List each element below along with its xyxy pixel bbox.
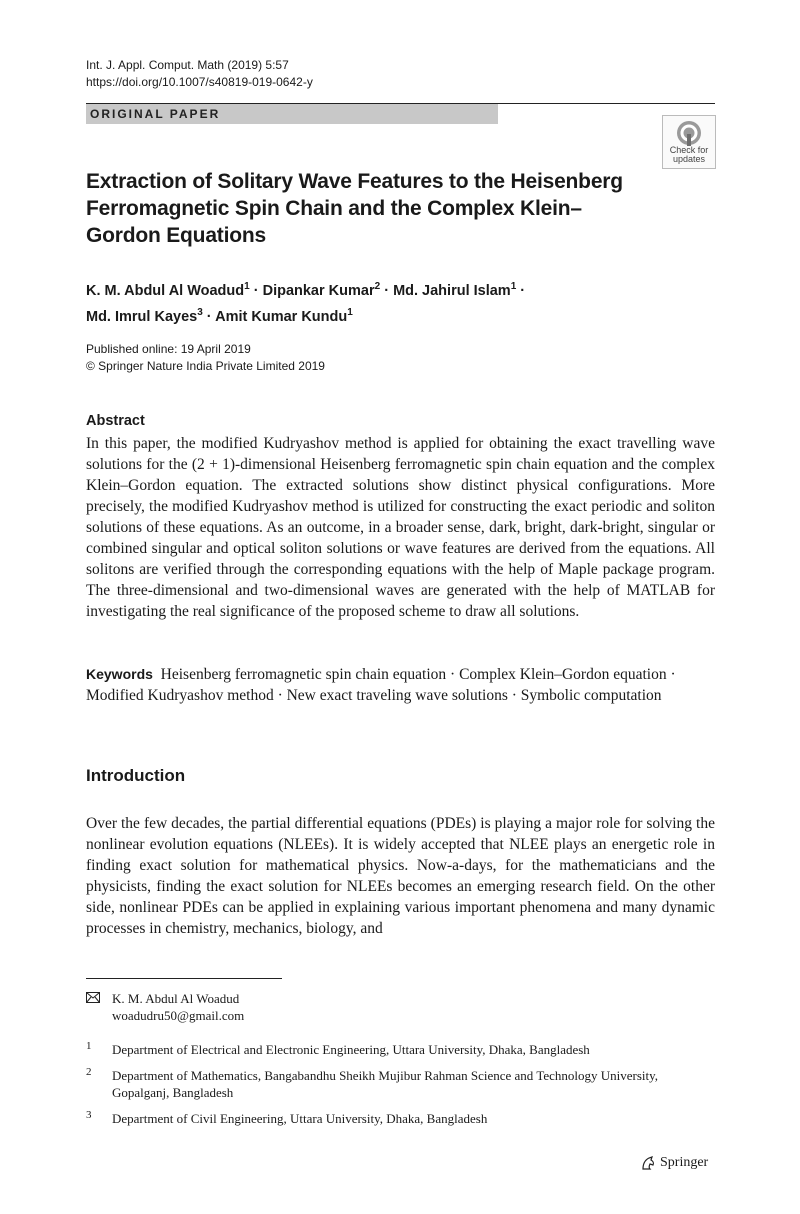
paper-title: Extraction of Solitary Wave Features to the Heisenberg Ferromagnetic Spin Chain and the Complex Klein–Gordon Equations bbox=[86, 170, 623, 247]
introduction-text: Over the few decades, the partial differential equations (PDEs) is playing a major role for solving the nonlinear evolution equations (NLEEs). It is widely accepted that NLEE plays an energetic role in finding exact solution for mathematical physics. Now-a-days, for the mathematicians and the physicists, finding the exact solution for NLEEs becomes an emerging research field. On the other side, nonlinear PDEs can be applied in explaining various important phenomena and many dynamic processes in chemistry, mechanics, biology, and bbox=[86, 815, 715, 937]
author-name[interactable]: Amit Kumar Kundu bbox=[215, 308, 348, 325]
author-name[interactable]: Md. Jahirul Islam bbox=[393, 282, 511, 299]
copyright-notice: © Springer Nature India Private Limited 2019 bbox=[86, 359, 325, 373]
affiliation-text: Department of Mathematics, Bangabandhu Sheikh Mujibur Rahman Science and Technology University, Gopalganj, Bangladesh bbox=[112, 1068, 659, 1100]
check-for-updates-badge[interactable] bbox=[662, 115, 716, 169]
affiliation-number: 2 bbox=[86, 1066, 92, 1078]
doi-link[interactable]: https://doi.org/10.1007/s40819-019-0642-y bbox=[86, 75, 313, 89]
author-name[interactable]: Dipankar Kumar bbox=[262, 282, 375, 299]
corresponding-author-email[interactable]: woadudru50@gmail.com bbox=[112, 1008, 245, 1023]
affiliation-number: 1 bbox=[86, 1040, 92, 1052]
publication-info bbox=[86, 341, 325, 375]
corresponding-author-name: K. M. Abdul Al Woadud bbox=[112, 991, 240, 1006]
author-affiliation-marker: 1 bbox=[347, 306, 353, 318]
envelope-icon bbox=[86, 992, 100, 1003]
author-list: K. M. Abdul Al Woadud$^1$ · Dipankar Kumar$^2$ · Md. Jahirul Islam$^1$ · Md. Imrul Kayes$^3$ · Amit Kumar Kundu$^1$ bbox=[86, 281, 526, 325]
check-updates-label-1: Check for bbox=[669, 145, 709, 155]
springer-horse-icon bbox=[640, 1155, 656, 1171]
check-updates-label-2: updates bbox=[672, 154, 706, 164]
publisher-name: Springer bbox=[660, 1155, 709, 1170]
publisher-logo bbox=[640, 1155, 708, 1171]
affiliation-number: 3 bbox=[86, 1109, 92, 1121]
author-name[interactable]: K. M. Abdul Al Woadud bbox=[86, 282, 245, 299]
author-affiliation-marker: 1 bbox=[510, 281, 517, 292]
keywords-section bbox=[86, 664, 715, 706]
affiliation-text: Department of Electrical and Electronic Engineering, Uttara University, Dhaka, Bangladesh bbox=[112, 1042, 590, 1057]
footnote-rule bbox=[86, 978, 282, 979]
affiliation-text: Department of Civil Engineering, Uttara University, Dhaka, Bangladesh bbox=[112, 1111, 488, 1126]
author-affiliation-marker: 3 bbox=[197, 306, 203, 318]
paper-type-banner: ORIGINAL PAPER bbox=[86, 104, 498, 124]
abstract-heading: Abstract bbox=[86, 413, 145, 429]
author-affiliation-marker: 1 bbox=[244, 281, 250, 292]
introduction-heading: Introduction bbox=[86, 766, 186, 785]
journal-name: Int. J. Appl. Comput. Math (2019) 5:57 bbox=[86, 58, 289, 72]
author-name[interactable]: Md. Imrul Kayes bbox=[86, 308, 198, 325]
abstract-text: In this paper, the modified Kudryashov method is applied for obtaining the exact travelling wave solutions for the (2 + 1)-dimensional Heisenberg ferromagnetic spin chain equation and the complex Klein–Gordon equation. The extracted solutions show distinct physical configurations. More precisely, the modified Kudryashov method is utilized for constructing the exact periodic and soliton solutions of these equations. As an outcome, in a broader sense, dark, bright, dark-bright, singular or combined singular and optical soliton solutions or wave features are derived from the equations. All solitons are verified through the corresponding equations with the help of Maple package program. The three-dimensional and two-dimensional waves are generated with the help of MATLAB for investigating the real significance of the proposed scheme to draw all solutions. bbox=[86, 435, 715, 620]
crossmark-icon bbox=[676, 120, 702, 146]
author-affiliation-marker: 2 bbox=[374, 281, 381, 292]
published-date: Published online: 19 April 2019 bbox=[86, 342, 251, 356]
keywords-label: Keywords bbox=[86, 666, 153, 682]
journal-citation bbox=[86, 57, 313, 91]
keywords-text: Heisenberg ferromagnetic spin chain equation · Complex Klein–Gordon equation · Modified Kudryashov method · New exact traveling wave solutions · Symbolic computation bbox=[86, 666, 676, 704]
